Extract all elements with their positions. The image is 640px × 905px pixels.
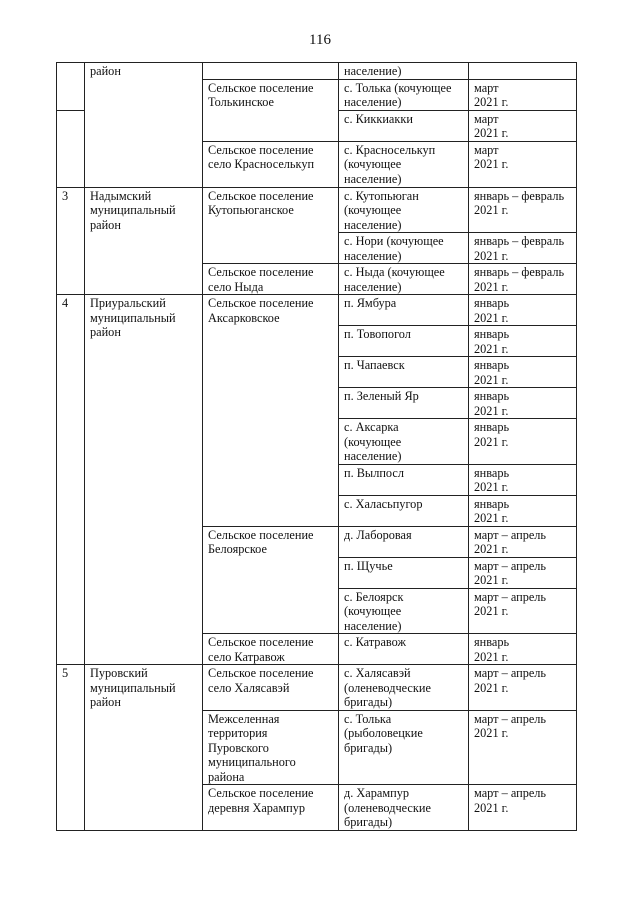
cell-locality: население): [339, 63, 469, 80]
cell-settlement: Сельское поселение село Халясавэй: [203, 665, 339, 711]
cell-locality: п. Щучье: [339, 557, 469, 588]
cell-settlement: Сельское поселение село Красноселькуп: [203, 141, 339, 187]
cell-settlement: Сельское поселение Аксарковское: [203, 295, 339, 527]
cell-number: [57, 63, 85, 111]
cell-district: Надымский муниципальный район: [85, 187, 203, 295]
cell-settlement: Сельское поселение село Ныда: [203, 264, 339, 295]
cell-settlement: Межселенная территория Пуровского муниципального района: [203, 710, 339, 785]
cell-locality: с. Ныда (кочующее население): [339, 264, 469, 295]
cell-period: январь 2021 г.: [469, 357, 577, 388]
cell-period: январь 2021 г.: [469, 295, 577, 326]
cell-locality: п. Чапаевск: [339, 357, 469, 388]
cell-period: март 2021 г.: [469, 141, 577, 187]
cell-period: январь 2021 г.: [469, 495, 577, 526]
cell-number: [57, 110, 85, 187]
cell-period: март – апрель 2021 г.: [469, 710, 577, 785]
cell-settlement: Сельское поселение село Катравож: [203, 634, 339, 665]
cell-period: март – апрель 2021 г.: [469, 785, 577, 831]
cell-period: [469, 63, 577, 80]
cell-district: Пуровский муниципальный район: [85, 665, 203, 831]
cell-locality: п. Ямбура: [339, 295, 469, 326]
table-row: [57, 63, 577, 80]
cell-locality: п. Товопогол: [339, 326, 469, 357]
schedule-table: [56, 62, 577, 831]
cell-settlement: Сельское поселение Кутопьюганское: [203, 187, 339, 264]
cell-period: март 2021 г.: [469, 110, 577, 141]
cell-period: март – апрель 2021 г.: [469, 557, 577, 588]
cell-locality: с. Халасьпугор: [339, 495, 469, 526]
cell-locality: с. Красноселькуп (кочующее население): [339, 141, 469, 187]
cell-locality: п. Вылпосл: [339, 464, 469, 495]
cell-locality: с. Нори (кочующее население): [339, 233, 469, 264]
cell-locality: с. Толька (кочующее население): [339, 79, 469, 110]
cell-number: 5: [57, 665, 85, 831]
cell-period: март – апрель 2021 г.: [469, 588, 577, 634]
cell-district: Приуральский муниципальный район: [85, 295, 203, 665]
cell-locality: с. Белоярск (кочующее население): [339, 588, 469, 634]
cell-period: март – апрель 2021 г.: [469, 665, 577, 711]
cell-settlement: Сельское поселение деревня Харампур: [203, 785, 339, 831]
cell-number: 3: [57, 187, 85, 295]
cell-locality: с. Халясавэй (оленеводческие бригады): [339, 665, 469, 711]
cell-period: январь 2021 г.: [469, 464, 577, 495]
cell-period: январь 2021 г.: [469, 634, 577, 665]
cell-period: январь – февраль 2021 г.: [469, 233, 577, 264]
cell-settlement: [203, 63, 339, 80]
cell-locality: д. Харампур (оленеводческие бригады): [339, 785, 469, 831]
cell-period: январь – февраль 2021 г.: [469, 264, 577, 295]
table-body: [57, 63, 577, 831]
cell-settlement: Сельское поселение Белоярское: [203, 526, 339, 634]
cell-period: март 2021 г.: [469, 79, 577, 110]
table-row: [57, 665, 577, 711]
cell-settlement: Сельское поселение Толькинское: [203, 79, 339, 141]
cell-locality: с. Аксарка (кочующее население): [339, 419, 469, 465]
cell-locality: д. Лаборовая: [339, 526, 469, 557]
cell-period: март – апрель 2021 г.: [469, 526, 577, 557]
cell-period: январь 2021 г.: [469, 419, 577, 465]
cell-locality: с. Киккиакки: [339, 110, 469, 141]
cell-period: январь 2021 г.: [469, 326, 577, 357]
table-row: [57, 295, 577, 326]
page-number: 116: [309, 32, 331, 48]
cell-period: январь 2021 г.: [469, 388, 577, 419]
cell-locality: с. Катравож: [339, 634, 469, 665]
cell-locality: с. Кутопьюган (кочующее население): [339, 187, 469, 233]
table-row: [57, 187, 577, 233]
cell-number: 4: [57, 295, 85, 665]
cell-period: январь – февраль 2021 г.: [469, 187, 577, 233]
cell-locality: с. Толька (рыболовецкие бригады): [339, 710, 469, 785]
cell-district: район: [85, 63, 203, 188]
cell-locality: п. Зеленый Яр: [339, 388, 469, 419]
